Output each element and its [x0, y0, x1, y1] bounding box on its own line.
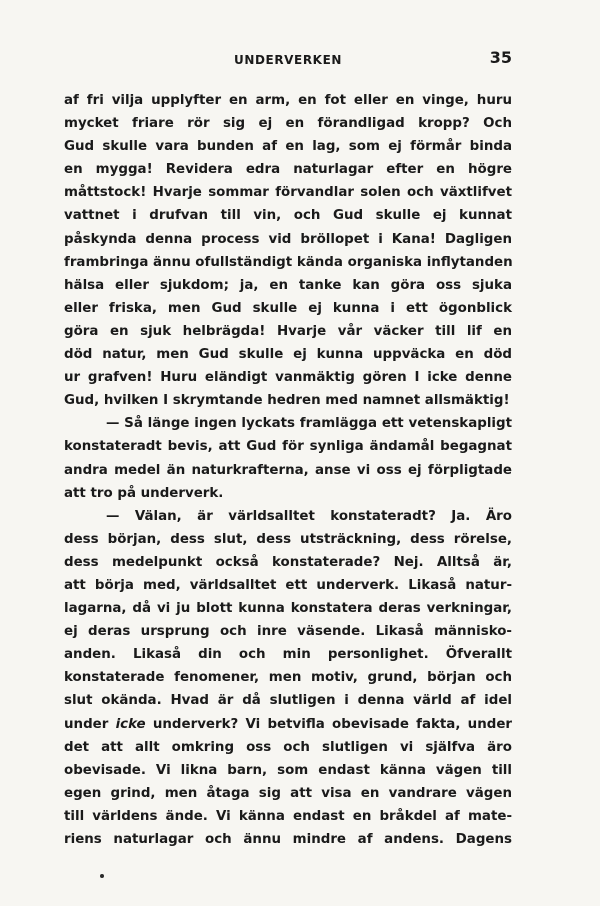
body-text: [64, 89, 512, 851]
text-line: dess medelpunkt också konstaterade? Nej. Alltså är,: [64, 554, 512, 570]
text-line: af fri vilja upplyfter en arm, en fot eller en vinge, huru: [64, 93, 512, 108]
text-line: måttstock! Hvarje sommar förvandlar solen och växtlifvet: [64, 185, 512, 201]
text-line: — Välan, är världsalltet konstateradt? Ja. Äro: [106, 508, 512, 524]
text-line: riens naturlagar och ännu mindre af andens. Dagens: [64, 832, 512, 847]
text-line: lagarna, då vi ju blott kunna konstatera deras verkningar,: [64, 601, 512, 617]
text-line: anden. Likaså din och min personlighet. Öfverallt: [64, 647, 512, 663]
text-line: ej deras ursprung och inre väsende. Likaså människo-: [64, 624, 512, 640]
text-line: egen grind, men åtaga sig att visa en vandrare vägen: [64, 785, 512, 801]
text-line: dess början, dess slut, dess utsträckning, dess rörelse,: [64, 531, 512, 547]
text-line: eller friska, men Gud skulle ej kunna i ett ögonblick: [64, 300, 512, 316]
text-line: hälsa eller sjukdom; ja, en tanke kan göra oss sjuka: [64, 277, 512, 293]
text-line: Gud skulle vara bunden af en lag, som ej förmår binda: [64, 139, 512, 155]
running-title: UNDERVERKEN: [233, 53, 343, 67]
text-line: under icke underverk? Vi betvifla obevisade fakta, under: [64, 716, 513, 732]
text-line: död natur, men Gud skulle ej kunna uppväcka en död: [64, 347, 512, 363]
text-line: göra en sjuk helbrägda! Hvarje vår väcker till lif en: [64, 323, 512, 339]
text-line: påskynda denna process vid bröllopet i Kana! Dagligen: [64, 231, 512, 247]
text-line: till världens ände. Vi känna endast en bråkdel af mate-: [64, 808, 512, 824]
emphasis: icke: [115, 716, 146, 732]
text-line: vattnet i drufvan till vin, och Gud skulle ej kunnat: [64, 208, 512, 224]
text-line: obevisade. Vi likna barn, som endast känna vägen till: [64, 762, 512, 778]
text-line: frambringa ännu ofullständigt kända organiska inflytanden: [64, 254, 513, 270]
text-line: att börja med, världsalltet ett underverk. Likaså natur-: [64, 577, 512, 593]
text-line: det att allt omkring oss och slutligen vi själfva äro: [64, 739, 512, 755]
text-line: ur grafven! Huru eländigt vanmäktig gören I icke denne: [64, 370, 512, 386]
text-line: en mygga! Revidera edra naturlagar efter en högre: [64, 162, 512, 178]
page-header: [64, 50, 512, 74]
text-line: Gud, hvilken I skrymtande hedren med namnet allsmäktig!: [64, 393, 510, 409]
text-line: andra medel än naturkrafterna, anse vi oss ej förpligtade: [64, 462, 512, 478]
stray-mark: [100, 874, 104, 878]
text-line: — Så länge ingen lyckats framlägga ett vetenskapligt: [106, 416, 512, 432]
text-line: konstateradt bevis, att Gud för synliga ändamål begagnat: [64, 439, 512, 455]
text-line: att tro på underverk.: [64, 485, 224, 501]
text-line: slut okända. Hvad är då slutligen i denna värld af idel: [64, 693, 512, 709]
page-number: 35: [489, 48, 512, 67]
text-line: konstaterade fenomener, men motiv, grund, början och: [64, 670, 512, 686]
text-line: mycket friare rör sig ej en förandligad kropp? Och: [64, 116, 512, 132]
